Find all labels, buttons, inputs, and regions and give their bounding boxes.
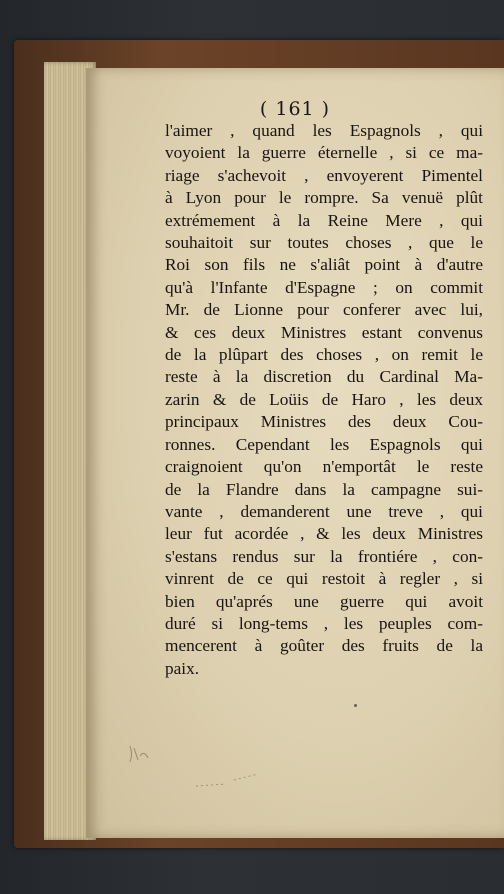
text-line: voyoient la guerre éternelle , si ce ma- [165,143,483,163]
text-line: craignoient qu'on n'emportât le reste [165,457,483,477]
ink-speck [354,704,357,707]
text-line: Roi son fils ne s'aliât point à d'autre [165,255,483,275]
text-line: duré si long-tems , les peuples com- [165,613,483,633]
text-line: leur fut acordée , & les deux Ministres [165,524,483,544]
text-line: l'aimer , quand les Espagnols , qui [165,121,483,140]
text-line: mencerent à goûter des fruits de la [165,636,483,656]
ink-smudge [126,736,286,796]
text-line: extrémement à la Reine Mere , qui [165,210,483,230]
text-line: bien qu'aprés une guerre qui avoit [165,591,483,611]
text-line: & ces deux Ministres estant convenus [165,322,483,342]
text-line: ronnes. Cependant les Espagnols qui [165,434,483,454]
text-line: de la plûpart des choses , on remit le [165,345,483,365]
text-line: zarin & de Loüis de Haro , les deux [165,389,483,409]
text-line: souhaitoit sur toutes choses , que le [165,233,483,253]
text-line: principaux Ministres des deux Cou- [165,412,483,432]
text-line: Mr. de Lionne pour conferer avec lui, [165,300,483,320]
text-line: reste à la discretion du Cardinal Ma- [165,367,483,387]
text-line: vinrent de ce qui restoit à regler , si [165,569,483,589]
text-line: qu'à l'Infante d'Espagne ; on commit [165,277,483,297]
text-line: vante , demanderent une treve , qui [165,501,483,521]
text-line: à Lyon pour le rompre. Sa venuë plût [165,188,483,208]
text-line: s'estans rendus sur la frontiére , con- [165,546,483,566]
text-line: riage s'achevoit , envoyerent Pimentel [165,165,483,185]
text-line: de la Flandre dans la campagne sui- [165,479,483,499]
text-line-last: paix. [165,658,200,678]
book-page [86,68,504,838]
page-number: ( 161 ) [259,98,331,120]
page-text [165,120,483,680]
